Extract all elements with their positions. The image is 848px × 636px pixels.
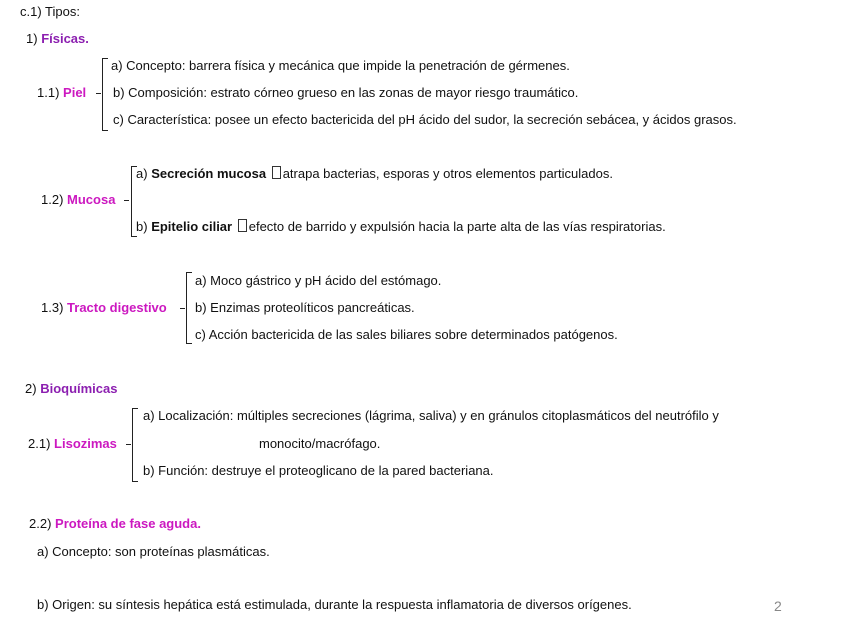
brace-tracto [186,272,187,344]
subheading-tracto [41,300,167,316]
item-bold-term: Epitelio ciliar [151,219,233,234]
item-text: atrapa bacterias, esporas y otros elementos particulados. [282,166,613,181]
list-item-continuation: monocito/macrófago. [259,436,381,451]
list-item [136,219,666,235]
subheading-title: Proteína de fase aguda. [55,516,201,531]
list-item: a) Moco gástrico y pH ácido del estómago. [195,273,442,288]
heading-number: 1) [26,31,38,46]
subheading-number: 2.2) [29,516,52,531]
list-item: c) Característica: posee un efecto bactericida del pH ácido del sudor, la secreción sebácea, y ácidos grasos. [113,112,737,127]
subheading-mucosa [41,192,115,208]
item-text: efecto de barrido y expulsión hacia la parte alta de las vías respiratorias. [248,219,666,234]
subheading-piel [37,85,86,101]
list-item: b) Función: destruye el proteoglicano de la pared bacteriana. [143,463,494,478]
heading-title: Bioquímicas [40,381,118,396]
brace-tick [126,444,131,445]
list-item: b) Composición: estrato córneo grueso en las zonas de mayor riesgo traumático. [113,85,579,100]
subheading-number: 1.3) [41,300,64,315]
subheading-proteina [29,516,201,532]
missing-glyph-box [238,219,247,232]
item-bold-term: Secreción mucosa [151,166,267,181]
heading-bioquimicas [25,381,117,397]
subheading-lisozimas [28,436,117,452]
list-item [136,166,613,182]
section-header: c.1) Tipos: [20,4,80,19]
item-prefix: a) [136,166,148,181]
brace-tick [96,93,101,94]
brace-piel [102,58,103,131]
list-item: a) Concepto: son proteínas plasmáticas. [37,544,270,559]
brace-tick [180,308,185,309]
brace-tick [124,200,129,201]
heading-number: 2) [25,381,37,396]
list-item: b) Enzimas proteolíticos pancreáticas. [195,300,415,315]
subheading-title: Tracto digestivo [67,300,167,315]
missing-glyph-box [272,166,281,179]
subheading-number: 2.1) [28,436,51,451]
page-number: 2 [774,598,782,614]
brace-mucosa [131,166,132,237]
list-item: a) Localización: múltiples secreciones (lágrima, saliva) y en gránulos citoplasmáticos del neutrófilo y [143,408,719,423]
subheading-title: Mucosa [67,192,116,207]
list-item: b) Origen: su síntesis hepática está estimulada, durante la respuesta inflamatoria de diversos orígenes. [37,597,632,612]
list-item: a) Concepto: barrera física y mecánica que impide la penetración de gérmenes. [111,58,570,73]
heading-fisicas [26,31,89,47]
brace-lisozimas [132,408,133,482]
subheading-number: 1.1) [37,85,60,100]
heading-title: Físicas. [41,31,89,46]
list-item: c) Acción bactericida de las sales biliares sobre determinados patógenos. [195,327,618,342]
subheading-number: 1.2) [41,192,64,207]
item-prefix: b) [136,219,148,234]
subheading-title: Piel [63,85,87,100]
subheading-title: Lisozimas [54,436,117,451]
